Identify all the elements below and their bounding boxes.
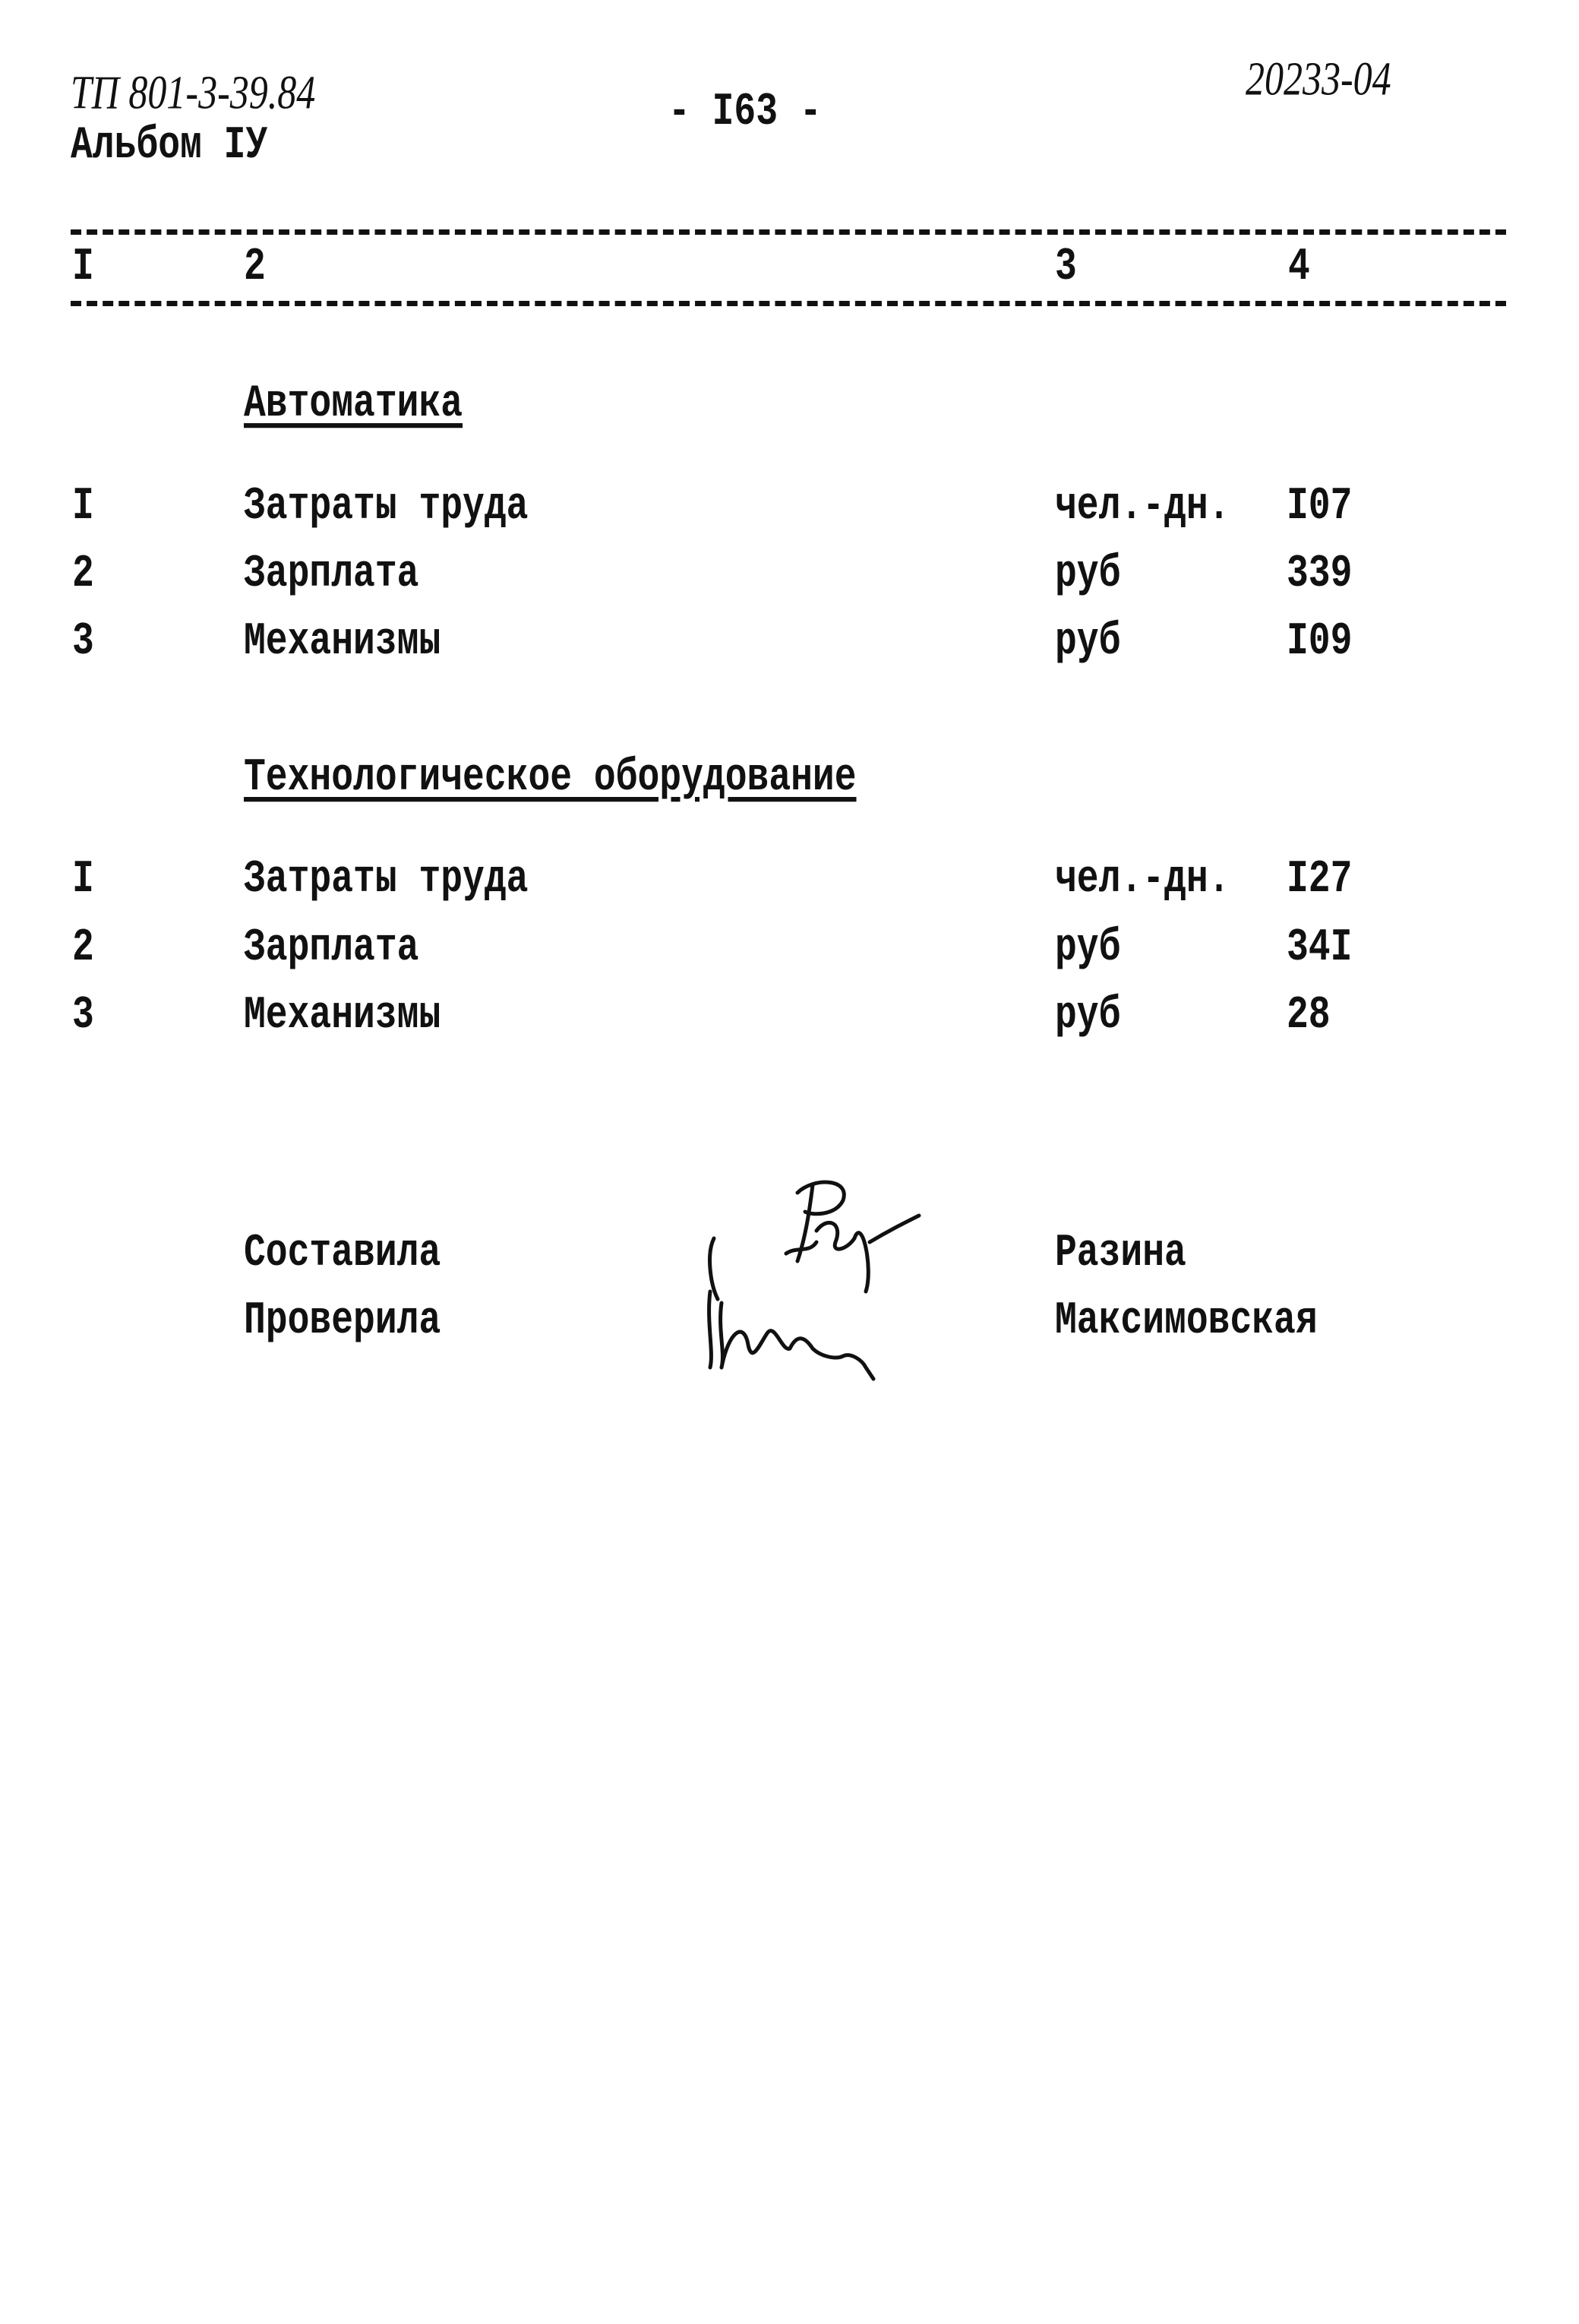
row-unit: чел.-дн. xyxy=(1055,481,1230,533)
row-value: I09 xyxy=(1287,616,1353,668)
row-number: 2 xyxy=(72,549,94,600)
row-name: Механизмы xyxy=(244,616,441,668)
archive-number: 20233-04 xyxy=(1246,52,1391,106)
row-name: Зарплата xyxy=(244,922,419,974)
document-code: ТП 801-3-39.84 xyxy=(71,65,316,119)
row-number: I xyxy=(72,481,94,533)
column-header-1: I xyxy=(72,242,94,293)
row-name: Затраты труда xyxy=(244,481,529,533)
row-number: I xyxy=(72,854,94,906)
table-header-rule xyxy=(71,301,1506,306)
checked-by-name: Максимовская xyxy=(1055,1295,1318,1347)
column-header-4: 4 xyxy=(1288,242,1310,293)
row-value: I27 xyxy=(1287,854,1353,906)
row-number: 2 xyxy=(72,922,94,974)
row-name: Механизмы xyxy=(244,990,441,1042)
page-number: - I63 - xyxy=(668,87,822,138)
row-value: I07 xyxy=(1287,481,1353,533)
album-label: Альбом IУ xyxy=(71,120,268,172)
compiled-by-name: Разина xyxy=(1055,1228,1186,1279)
table-top-rule xyxy=(71,229,1506,235)
compiled-by-label: Составила xyxy=(244,1228,441,1279)
row-value: 339 xyxy=(1287,549,1353,600)
section-title-technological-equipment: Технологическое оборудование xyxy=(244,752,857,804)
column-header-3: 3 xyxy=(1055,242,1077,293)
row-number: 3 xyxy=(72,990,94,1042)
section-title-automation: Автоматика xyxy=(244,378,463,430)
row-unit: руб xyxy=(1055,549,1121,600)
checked-by-label: Проверила xyxy=(244,1295,441,1347)
row-unit: руб xyxy=(1055,922,1121,974)
row-value: 28 xyxy=(1287,990,1331,1042)
row-number: 3 xyxy=(72,616,94,668)
row-unit: чел.-дн. xyxy=(1055,854,1230,906)
handwritten-signatures xyxy=(684,1170,1018,1398)
row-name: Затраты труда xyxy=(244,854,529,906)
row-name: Зарплата xyxy=(244,549,419,600)
row-unit: руб xyxy=(1055,616,1121,668)
row-unit: руб xyxy=(1055,990,1121,1042)
column-header-2: 2 xyxy=(244,242,266,293)
row-value: 34I xyxy=(1287,922,1353,974)
